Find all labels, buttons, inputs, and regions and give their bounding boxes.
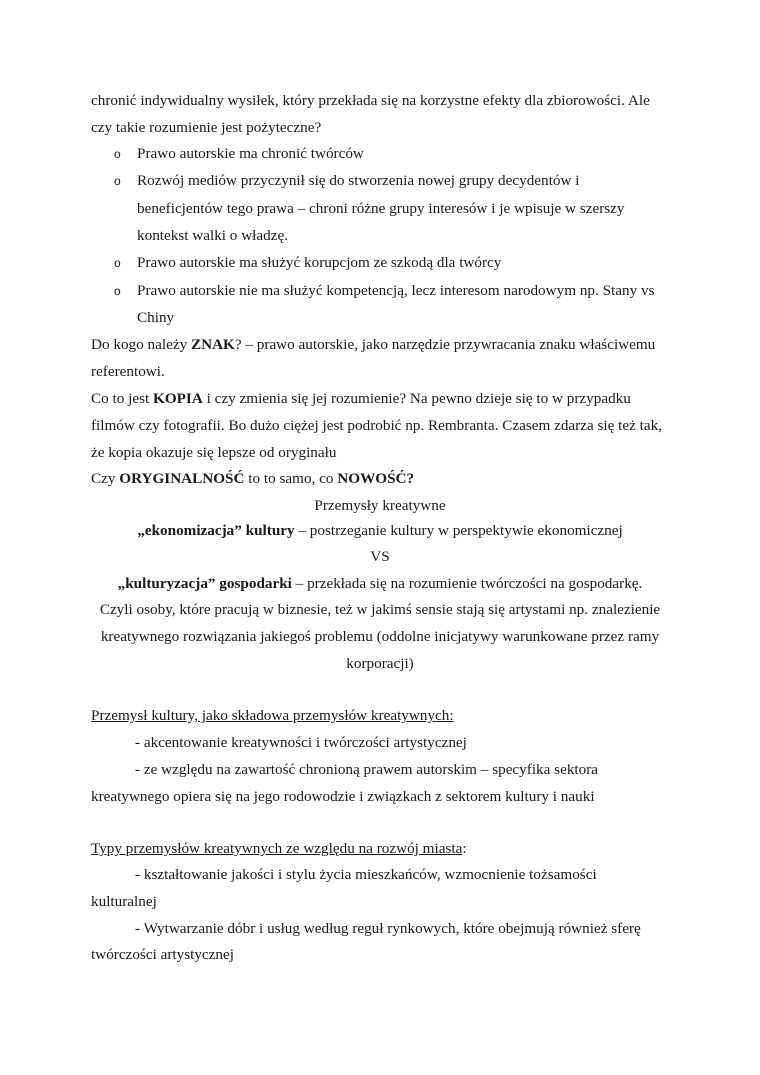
bullet-2-line-3: kontekst walki o władzę. [137,227,288,244]
section-1-item-2-line-1: - ze względu na zawartość chronioną prawem autorskim – specyfika sektora [135,761,599,778]
ekonomizacja-term: „ekonomizacja” kultury [137,522,295,539]
kopia-line-2: filmów czy fotografii. Bo dużo ciężej jest podrobić np. Rembranta. Czasem zdarza się też tak, [91,417,663,434]
kopia-line-3: że kopia okazuje się lepsze od oryginału [91,444,337,461]
bullet-marker: o [114,256,121,270]
kopia-post: i czy zmienia się jej rozumienie? Na pewno dzieje się to w przypadku [202,390,631,407]
znak-term: ZNAK [190,336,235,353]
znak-line-2: referentowi. [91,363,165,380]
section-2-item-2-line-1: - Wytwarzanie dóbr i usług według reguł rynkowych, które obejmują również sferę [135,920,641,937]
znak-line-1 [91,336,655,354]
bullet-marker: o [114,284,121,298]
ekonomizacja-rest: – postrzeganie kultury w perspektywie ekonomicznej [294,522,623,539]
bullet-marker: o [114,174,121,188]
bullet-4-line-1: Prawo autorskie nie ma służyć kompetencją, lecz interesom narodowym np. Stany vs [137,282,655,299]
creative-line-7: korporacji) [346,655,414,672]
section-2-heading [91,840,467,858]
creative-line-6: kreatywnego rozwiązania jakiegoś problemu (oddolne inicjatywy warunkowane przez ramy [100,628,660,645]
oryg-pre: Czy [91,470,120,487]
intro-line-2: czy takie rozumienie jest pożyteczne? [91,119,322,136]
vs-label: VS [370,548,390,565]
kopia-line-1 [91,390,631,408]
bullet-marker: o [114,147,121,161]
intro-line-1: chronić indywidualny wysiłek, który przekłada się na korzystne efekty dla zbiorowości. Ale [91,92,650,109]
znak-post: ? – prawo autorskie, jako narzędzie przywracania znaku właściwemu [234,336,656,353]
znak-pre: Do kogo należy [91,336,191,353]
oryg-mid: to to samo, co [244,470,338,487]
bullet-2-line-2: beneficjentów tego prawa – chroni różne grupy interesów i je wpisuje w szerszy [137,200,625,217]
section-2-item-1-line-1: - kształtowanie jakości i stylu życia mieszkańców, wzmocnienie tożsamości [135,866,597,883]
bullet-4-line-2: Chiny [137,309,175,326]
section-2-item-2-line-2: twórczości artystycznej [91,946,234,963]
bullet-3: Prawo autorskie ma służyć korupcjom ze szkodą dla twórcy [137,254,502,271]
section-2-item-1-line-2: kulturalnej [91,893,157,910]
bullet-1: Prawo autorskie ma chronić twórców [137,145,364,162]
bullet-2-line-1: Rozwój mediów przyczynił się do stworzenia nowej grupy decydentów i [137,172,580,189]
section-1-heading: Przemysł kultury, jako składowa przemysłów kreatywnych: [91,707,454,724]
oryg-term-2: NOWOŚĆ? [337,470,415,487]
kopia-term: KOPIA [153,390,203,407]
creative-line-5: Czyli osoby, które pracują w biznesie, też w jakimś sensie stają się artystami np. znalezienie [99,601,661,618]
section-2-heading-colon: : [462,840,467,857]
kopia-pre: Co to jest [91,390,154,407]
creative-heading: Przemysły kreatywne [314,497,446,514]
section-2-heading-text: Typy przemysłów kreatywnych ze względu na rozwój miasta [91,840,463,857]
kulturyzacja-term: „kulturyzacja” gospodarki [117,575,292,592]
oryginalnosc-line [91,470,414,488]
kulturyzacja-line [0,575,760,593]
section-1-item-1: - akcentowanie kreatywności i twórczości artystycznej [135,734,467,751]
kulturyzacja-rest: – przekłada się na rozumienie twórczości na gospodarkę. [291,575,643,592]
oryg-term-1: ORYGINALNOŚĆ [119,470,245,487]
section-1-item-2-line-2: kreatywnego opiera się na jego rodowodzie i związkach z sektorem kultury i nauki [91,788,595,805]
ekonomizacja-line [0,522,760,540]
